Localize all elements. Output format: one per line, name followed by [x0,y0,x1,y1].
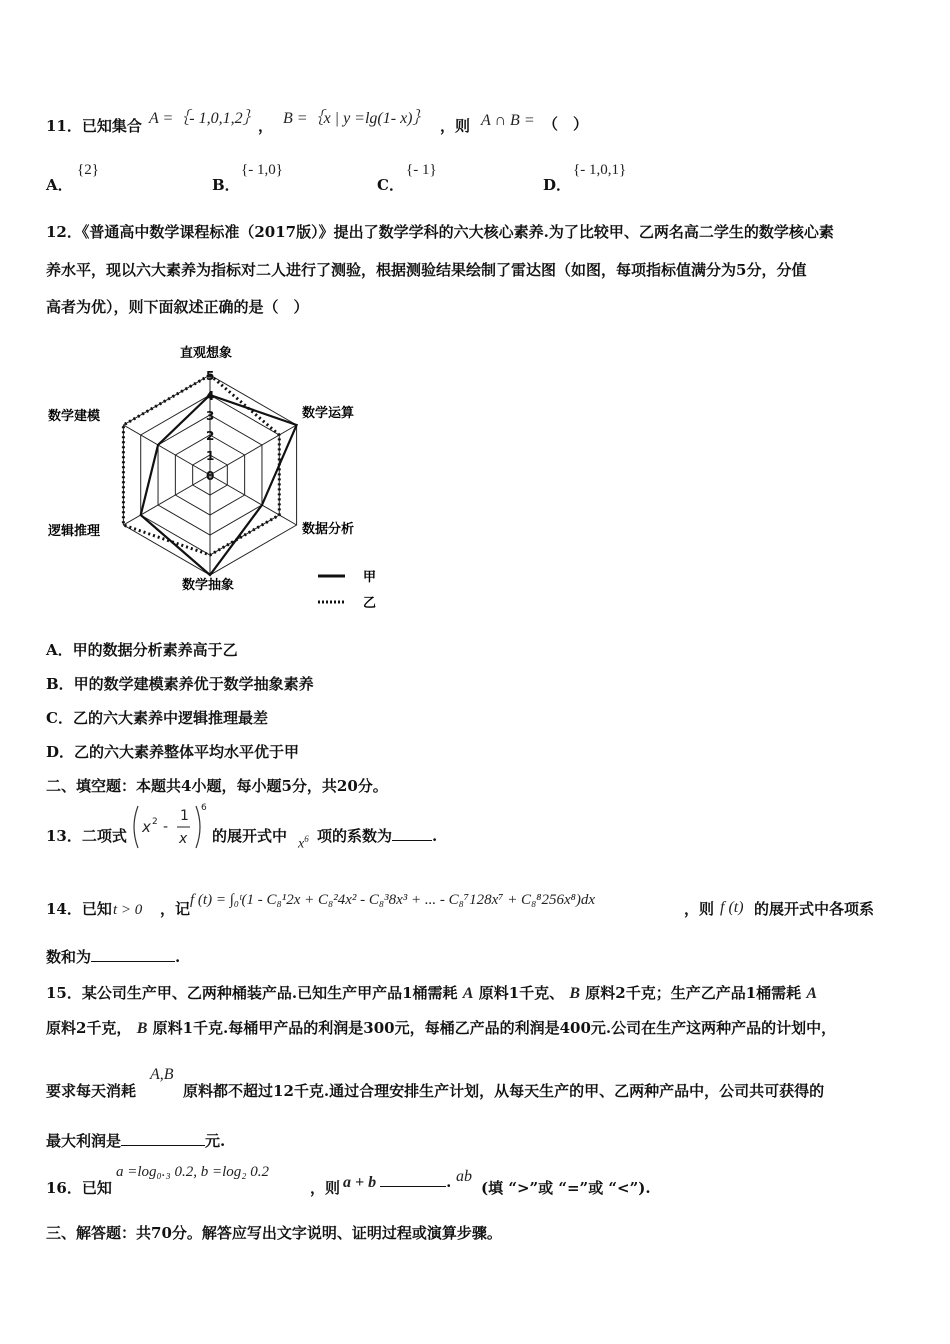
q13-x6-exponent: 6 [304,834,309,844]
radar-axis-label-4: 逻辑推理 [48,524,101,539]
q15-text-2b: 原料1千克.每桶甲产品的利润是300元，每桶乙产品的利润是400元.公司在生产这两种产品的计划中， [152,1019,837,1037]
q13-exponent-2: 2 [152,817,158,827]
q14-line-2-text: 数和为 [46,948,92,966]
q15-var-a-2: A [806,985,818,1002]
q14-answer-blank[interactable] [91,947,175,962]
q14-note: ，记 [160,900,191,918]
q16-sum [343,1172,451,1192]
q13-answer-blank[interactable] [392,826,432,841]
q11-then: ，则 [440,117,471,135]
q16-sum-expression: a + b [343,1174,377,1191]
radar-axis-label-0: 直观想象 [180,346,233,361]
q14-period: . [175,948,181,966]
q12-option-a: A．甲的数据分析素养高于乙 [46,641,238,659]
radar-chart [40,335,390,615]
q13-number: 13．二项式 [46,827,127,845]
q16-dot: . [446,1173,452,1191]
radar-axis-label-2: 数据分析 [302,522,355,537]
q14-number: 14．已知 [46,900,112,918]
q14-ft: f (t) [720,899,744,916]
q11-option-c-value: {- 1} [406,162,437,178]
section-3-heading: 三、解答题：共70分。解答应写出文字说明、证明过程或演算步骤。 [46,1224,502,1242]
q12-line-2: 养水平，现以六大素养为指标对二人进行了测验，根据测验结果绘制了雷达图（如图，每项指标值满分为5分，分值 [46,261,807,279]
q13-end [317,825,437,846]
q13-binomial [128,800,212,854]
radar-tick-0: 0 [206,469,215,483]
q12-line-1: 12．《普通高中数学课程标准（2017版）》提出了数学学科的六大核心素养.为了比较甲、乙两名高二学生的数学核心素 [46,223,834,241]
q11-paren: （ ） [543,115,589,133]
q14-tail: 的展开式中各项系 [754,900,875,918]
q15-line-3b: 原料都不超过12千克.通过合理安排生产计划，从每天生产的甲、乙两种产品中，公司共可获得的 [183,1082,825,1100]
q13-end-text: 项的系数为 [317,827,393,845]
q13-x6 [298,834,309,853]
q13-minus: - [163,819,169,835]
q12-option-d: D．乙的六大素养整体平均水平优于甲 [46,743,300,761]
q11-set-a: A =｛- 1,0,1,2｝ [149,110,259,127]
q11-expression: A ∩ B = [481,112,535,129]
radar-axis-label-1: 数学运算 [302,406,355,421]
q15-text-4a: 最大利润是 [46,1132,122,1150]
q15-var-b-2: B [136,1020,148,1037]
q13-period: . [432,827,438,845]
q15-text-1c: 原料2千克；生产乙产品1桶需耗 [585,984,802,1002]
q12-option-b: B．甲的数学建模素养优于数学抽象素养 [46,675,314,693]
q15-var-ab: A,B [150,1066,174,1083]
q11-option-b-value: {- 1,0} [241,162,283,178]
radar-spoke-4 [123,475,210,525]
radar-spoke-5 [123,425,210,475]
radar-tick-3: 3 [206,409,215,423]
q13-denominator: x [179,831,188,847]
radar-tick-1: 1 [206,449,215,463]
q11-comma: ， [258,117,274,135]
q12-option-c: C．乙的六大素养中逻辑推理最差 [46,709,268,727]
radar-tick-5: 5 [206,369,215,383]
q16-tail: (填 “>”或 “=”或 “<”). [481,1179,651,1197]
q16-answer-blank[interactable] [380,1172,446,1187]
q13-x6-base: x [298,836,305,852]
right-paren-icon [196,806,200,848]
q14-line-2 [46,946,180,967]
q11-option-d-value: {- 1,0,1} [573,162,627,178]
q16-formula: a =log₀.₃ 0.2, b =log₂ 0.2 [116,1164,269,1180]
q16-number: 16．已知 [46,1179,112,1197]
q11-option-d-label: D． [543,176,572,194]
q15-var-b: B [569,985,581,1002]
q13-mid: 的展开式中 [212,827,288,845]
q11-option-b-label: B． [212,176,240,194]
section-2-heading: 二、填空题：本题共4小题，每小题5分，共20分。 [46,777,388,795]
q15-text-2a: 原料2千克， [46,1019,132,1037]
q15-line-2 [46,1017,836,1038]
q11-number: 11．已知集合 [46,117,142,135]
q16-then: ，则 [310,1179,341,1197]
q16-product: ab [456,1168,472,1185]
q11-option-a-label: A． [46,176,73,194]
q15-line-4 [46,1130,225,1151]
q14-formula: f (t) = ∫₀ᵗ(1 - C₈¹2x + C₈²4x² - C₈³8x³ + ... - C₈⁷128x⁷ + C₈⁸256x⁸)dx [190,892,596,908]
radar-tick-4: 4 [206,389,215,403]
radar-tick-2: 2 [206,429,215,443]
legend-label-jia: 甲 [363,570,377,585]
q11-option-c-label: C． [377,176,404,194]
radar-spoke-1 [210,425,297,475]
q14-then: ，则 [684,900,715,918]
q15-text-1a: 15．某公司生产甲、乙两种桶装产品.已知生产甲产品1桶需耗 [46,984,458,1002]
q14-condition: t > 0 [113,902,143,918]
radar-axis-label-5: 数学建模 [48,409,101,424]
q15-var-a: A [462,985,474,1002]
radar-axis-label-3: 数学抽象 [182,578,235,593]
q15-text-1b: 原料1千克、 [478,984,565,1002]
left-paren-icon [134,806,138,848]
q15-text-4b: 元. [205,1132,226,1150]
q13-numerator: 1 [180,808,189,824]
q13-exponent-6: 6 [201,803,207,813]
q15-line-3a: 要求每天消耗 [46,1082,137,1100]
q15-line-1 [46,982,817,1003]
q11-option-a-value: {2} [77,162,99,178]
legend-label-yi: 乙 [363,596,377,611]
q15-answer-blank[interactable] [121,1131,205,1146]
q11-set-b: B =｛x | y =lg(1- x)｝ [283,110,429,127]
q12-line-3: 高者为优），则下面叙述正确的是（ ） [46,298,309,316]
q13-x-squared: x [142,818,151,836]
